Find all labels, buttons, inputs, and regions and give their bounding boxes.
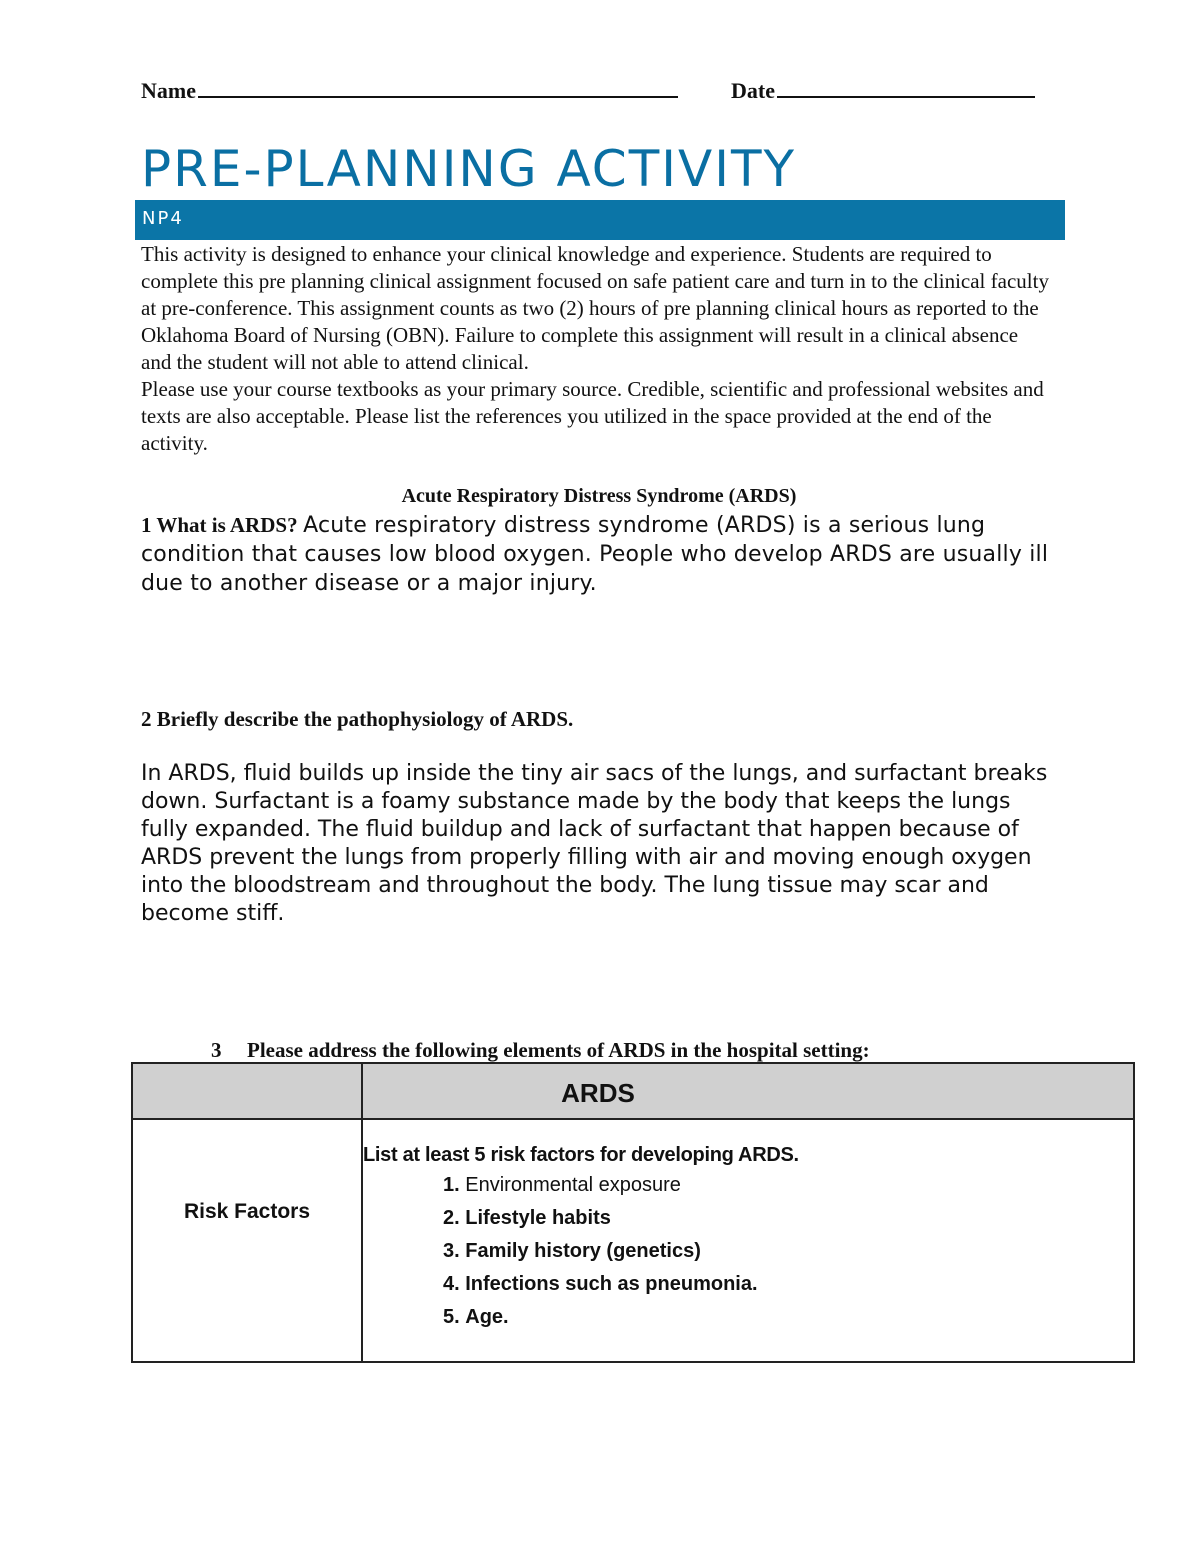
table-row-label: Risk Factors — [183, 1200, 311, 1223]
date-field — [731, 74, 1035, 104]
intro-paragraph-2: Please use your course textbooks as your primary source. Credible, scientific and professional websites and texts are also acceptable. Please list the references you utilized in the space provided at the end of the activity. — [141, 377, 1044, 455]
question-3-text: Please address the following elements of ARDS in the hospital setting: — [247, 1038, 870, 1062]
topic-heading — [0, 485, 1200, 508]
date-label: Date — [731, 78, 775, 103]
question-1 — [141, 511, 1061, 598]
question-3-number: 3 — [211, 1038, 222, 1062]
question-1-label: 1 What is ARDS? — [141, 513, 298, 537]
topic-heading-text: Acute Respiratory Distress Syndrome (ARDS) — [401, 485, 797, 507]
course-band — [135, 200, 1065, 240]
name-field — [141, 74, 678, 104]
list-item: 5. Age. — [443, 1306, 509, 1328]
risk-factors-prompt: List at least 5 risk factors for developing ARDS. — [363, 1144, 799, 1166]
list-item: 4. Infections such as pneumonia. — [443, 1273, 758, 1295]
list-item: 2. Lifestyle habits — [443, 1207, 611, 1229]
page-title: PRE-PLANNING ACTIVITY — [141, 140, 797, 198]
question-1-answer: Acute respiratory distress syndrome (ARDS) is a serious lung condition that causes low blood oxygen. People who develop ARDS are usually ill due to another disease or a major injury. — [141, 513, 1049, 596]
course-code: NP4 — [142, 208, 184, 229]
intro-text — [141, 241, 1051, 457]
table-header-title: ARDS — [561, 1078, 635, 1108]
name-blank-line — [198, 74, 678, 98]
risk-factors-cell — [363, 1144, 799, 1336]
date-blank-line — [777, 74, 1035, 98]
question-2-answer: In ARDS, fluid builds up inside the tiny air sacs of the lungs, and surfactant breaks down. Surfactant is a foamy substance made by the body that keeps the lungs fully expanded. The fluid buildup and lack of surfactant that happen because of ARDS prevent the lungs from properly filling with air and moving enough oxygen into the bloodstream and throughout the body. The lung tissue may scar and become stiff. — [141, 761, 1048, 926]
list-item: 3. Family history (genetics) — [443, 1240, 701, 1262]
risk-factors-list — [363, 1171, 799, 1336]
name-label: Name — [141, 78, 196, 103]
question-2-label: 2 Briefly describe the pathophysiology of ARDS. — [141, 707, 574, 731]
intro-paragraph-1: This activity is designed to enhance your clinical knowledge and experience. Students are required to complete this pre planning clinical assignment focused on safe patient care and turn in to the clinical faculty at pre-conference. This assignment counts as two (2) hours of pre planning clinical hours as reported to the Oklahoma Board of Nursing (OBN). Failure to complete this assignment will result in a clinical absence and the student will not able to attend clinical. — [141, 242, 1049, 374]
question-3-label — [211, 1038, 870, 1063]
list-item: 1. Environmental exposure — [443, 1174, 681, 1196]
ards-table — [131, 1062, 1135, 1363]
